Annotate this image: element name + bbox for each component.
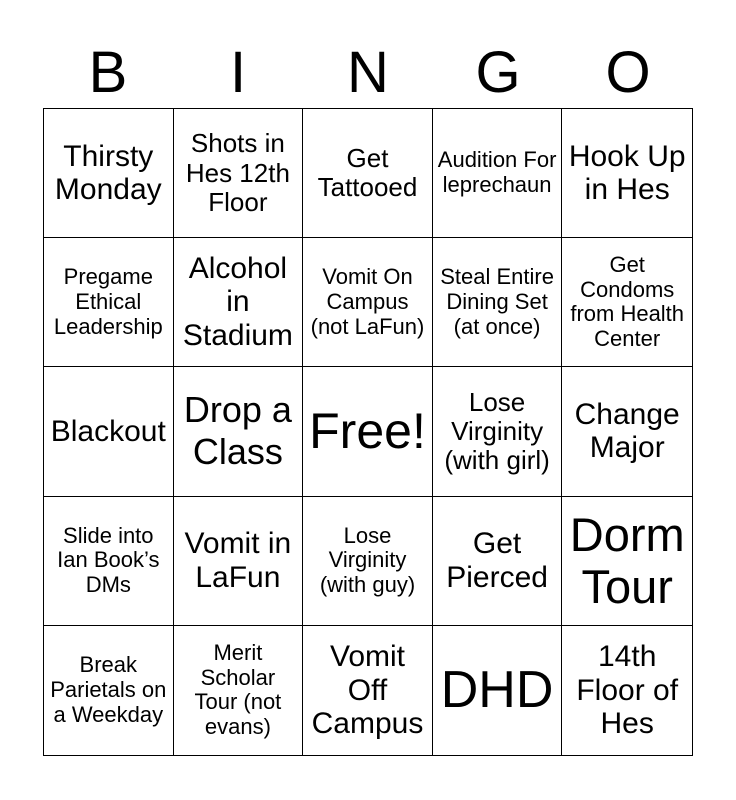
cell-text: Lose Virginity (with girl) — [444, 386, 550, 476]
bingo-cell-r2c3[interactable] — [303, 238, 433, 367]
bingo-cell-r1c4[interactable] — [433, 109, 563, 238]
cell-text: Pregame Ethical Leadership — [53, 264, 163, 339]
bingo-cell-r2c5[interactable] — [562, 238, 692, 367]
header-letter-n: N — [347, 40, 389, 105]
cell-text: 14th Floor of Hes — [576, 640, 679, 741]
bingo-cell-r3c4[interactable] — [433, 367, 563, 496]
header-letter-g: G — [475, 40, 521, 105]
bingo-cell-r3c5[interactable] — [562, 367, 692, 496]
bingo-cell-r3c2[interactable] — [174, 367, 304, 496]
cell-text: Change Major — [574, 397, 680, 465]
bingo-cell-r5c1[interactable] — [44, 626, 174, 755]
cell-text: Thirsty Monday — [54, 139, 162, 207]
cell-text: Blackout — [50, 414, 166, 448]
header-letter-i: I — [229, 40, 247, 105]
bingo-cell-r4c3[interactable] — [303, 497, 433, 626]
bingo-cell-r4c4[interactable] — [433, 497, 563, 626]
cell-text: Vomit Off Campus — [311, 640, 424, 741]
bingo-cell-r1c2[interactable] — [174, 109, 304, 238]
cell-text: Vomit On Campus (not LaFun) — [310, 264, 425, 339]
cell-text: DHD — [440, 661, 554, 720]
cell-text: Break Parietals on a Weekday — [50, 652, 167, 727]
header-letter-o: O — [605, 40, 651, 105]
bingo-cell-free-space[interactable] — [303, 367, 433, 496]
cell-text: Slide into Ian Book’s DMs — [57, 522, 160, 597]
cell-text: Audition For leprechaun — [437, 147, 557, 198]
bingo-cell-r1c5[interactable] — [562, 109, 692, 238]
cell-text: Dorm Tour — [569, 508, 685, 613]
cell-text: Vomit in LaFun — [184, 527, 292, 594]
bingo-cell-r3c1[interactable] — [44, 367, 174, 496]
cell-text: Drop a Class — [183, 389, 292, 473]
bingo-board — [43, 108, 693, 756]
bingo-header — [43, 40, 693, 106]
cell-text: Merit Scholar Tour (not evans) — [194, 640, 282, 740]
bingo-cell-r5c2[interactable] — [174, 626, 304, 755]
bingo-cell-r5c4[interactable] — [433, 626, 563, 755]
cell-text: Get Pierced — [446, 527, 548, 594]
header-letter-b: B — [88, 40, 128, 105]
bingo-cell-r5c3[interactable] — [303, 626, 433, 755]
bingo-cell-r4c1[interactable] — [44, 497, 174, 626]
bingo-cell-r1c3[interactable] — [303, 109, 433, 238]
cell-text: Get Tattooed — [317, 142, 418, 203]
bingo-cell-r1c1[interactable] — [44, 109, 174, 238]
bingo-cell-r5c5[interactable] — [562, 626, 692, 755]
cell-text: Alcohol in Stadium — [182, 251, 293, 353]
cell-text: Free! — [309, 403, 426, 460]
bingo-cell-r2c1[interactable] — [44, 238, 174, 367]
bingo-cell-r4c5[interactable] — [562, 497, 692, 626]
bingo-cell-r4c2[interactable] — [174, 497, 304, 626]
cell-text: Lose Virginity (with guy) — [319, 522, 416, 597]
bingo-cell-r2c4[interactable] — [433, 238, 563, 367]
cell-text: Hook Up in Hes — [568, 139, 686, 207]
cell-text: Shots in Hes 12th Floor — [185, 128, 290, 217]
cell-text: Get Condoms from Health Center — [570, 252, 685, 351]
bingo-cell-r2c2[interactable] — [174, 238, 304, 367]
cell-text: Steal Entire Dining Set (at once) — [440, 264, 554, 339]
